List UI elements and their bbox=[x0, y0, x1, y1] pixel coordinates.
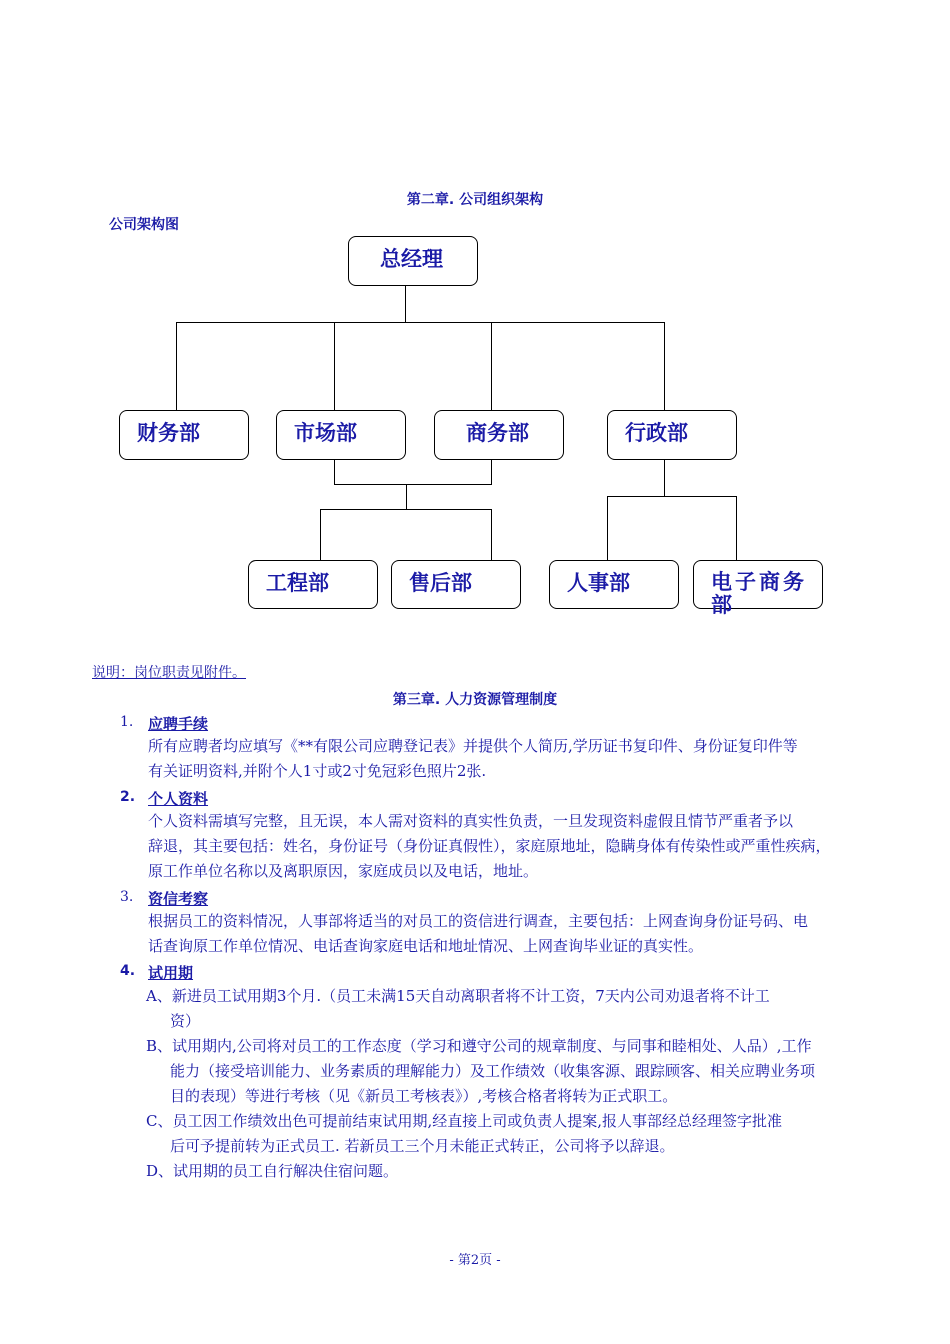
org-node-label: 售后部 bbox=[409, 571, 472, 595]
section-number: 2. bbox=[120, 789, 136, 805]
chapter-3-title: 第三章. 人力资源管理制度 bbox=[392, 692, 558, 708]
org-node-engineering bbox=[248, 560, 378, 609]
org-node-label: 市场部 bbox=[294, 421, 357, 445]
section-number: 1. bbox=[120, 714, 134, 730]
section-heading-personal-info: 个人资料 bbox=[148, 790, 209, 808]
connector-line bbox=[176, 322, 177, 410]
org-node-hr bbox=[549, 560, 679, 609]
org-chart bbox=[0, 0, 950, 640]
body-line: 辞退，其主要包括：姓名，身份证号（身份证真假性），家庭原地址，隐瞒身体有传染性或严重性疾病， bbox=[148, 837, 831, 855]
org-node-finance bbox=[119, 410, 249, 460]
section-body bbox=[148, 809, 831, 884]
note-text: 说明：岗位职责见附件。 bbox=[92, 665, 246, 681]
body-line: 话查询原工作单位情况、电话查询家庭电话和地址情况、上网查询毕业证的真实性。 bbox=[148, 937, 704, 955]
body-line: 有关证明资料,并附个人1寸或2寸免冠彩色照片2张. bbox=[148, 762, 487, 780]
org-node-business bbox=[434, 410, 564, 460]
connector-line bbox=[491, 322, 492, 410]
connector-line bbox=[320, 509, 492, 510]
section-number: 3. bbox=[120, 889, 134, 905]
body-line: 所有应聘者均应填写《**有限公司应聘登记表》并提供个人简历,学历证书复印件、身份证复印件等 bbox=[148, 737, 798, 755]
connector-line bbox=[334, 484, 492, 485]
section-number: 4. bbox=[120, 963, 136, 979]
org-node-label: 总经理 bbox=[380, 247, 443, 271]
body-line: C、员工因工作绩效出色可提前结束试用期,经直接上司或负责人提案,报人事部经总经理签字批准 bbox=[146, 1112, 783, 1130]
org-node-label: 电子商务部 bbox=[711, 570, 807, 617]
connector-line bbox=[320, 509, 321, 560]
connector-line bbox=[491, 509, 492, 560]
body-line: 资） bbox=[170, 1012, 201, 1030]
chapter-2-title: 第二章. 公司组织架构 bbox=[406, 192, 544, 208]
connector-line bbox=[736, 496, 737, 560]
section-heading-credit-check: 资信考察 bbox=[148, 890, 209, 908]
connector-line bbox=[607, 496, 608, 560]
section-heading-probation: 试用期 bbox=[148, 964, 194, 982]
body-line: D、试用期的员工自行解决住宿问题。 bbox=[146, 1162, 399, 1180]
connector-line bbox=[664, 460, 665, 497]
probation-item-d bbox=[146, 1159, 398, 1184]
org-node-label: 工程部 bbox=[266, 571, 329, 595]
org-node-label: 行政部 bbox=[625, 421, 688, 445]
note-link[interactable] bbox=[92, 662, 256, 682]
probation-item-a bbox=[146, 984, 770, 1034]
body-line: 根据员工的资料情况，人事部将适当的对员工的资信进行调查，主要包括：上网查询身份证号码、电 bbox=[148, 912, 809, 930]
body-line: 个人资料需填写完整，且无误，本人需对资料的真实性负责，一旦发现资料虚假且情节严重者予以 bbox=[148, 812, 794, 830]
body-line: 能力（接受培训能力、业务素质的理解能力）及工作绩效（收集客源、跟踪顾客、相关应聘业务项 bbox=[170, 1062, 816, 1080]
org-chart-label: 公司架构图 bbox=[109, 217, 179, 233]
connector-line bbox=[176, 322, 665, 323]
connector-line bbox=[406, 484, 407, 509]
body-line: 目的表现）等进行考核（见《新员工考核表》）,考核合格者将转为正式职工。 bbox=[170, 1087, 678, 1105]
org-node-label: 财务部 bbox=[137, 421, 200, 445]
body-line: B、试用期内,公司将对员工的工作态度（学习和遵守公司的规章制度、与同事和睦相处、人品）,工作 bbox=[146, 1037, 812, 1055]
connector-line bbox=[405, 286, 406, 323]
connector-line bbox=[607, 496, 737, 497]
org-node-general-manager bbox=[348, 236, 478, 286]
body-line: 原工作单位名称以及离职原因，家庭成员以及电话，地址。 bbox=[148, 862, 539, 880]
probation-item-b bbox=[146, 1034, 815, 1109]
org-node-after-sales bbox=[391, 560, 521, 609]
connector-line bbox=[491, 460, 492, 485]
probation-item-c bbox=[146, 1109, 782, 1159]
org-node-label: 人事部 bbox=[567, 571, 630, 595]
connector-line bbox=[334, 322, 335, 410]
org-node-admin bbox=[607, 410, 737, 460]
body-line: A、新进员工试用期3个月.（员工未满15天自动离职者将不计工资，7天内公司劝退者将不计工 bbox=[146, 987, 770, 1005]
org-node-ecommerce bbox=[693, 560, 823, 617]
section-body bbox=[148, 734, 798, 784]
org-node-marketing bbox=[276, 410, 406, 460]
connector-line bbox=[664, 322, 665, 410]
section-body bbox=[148, 909, 808, 959]
body-line: 后可予提前转为正式员工. 若新员工三个月未能正式转正，公司将予以辞退。 bbox=[170, 1137, 675, 1155]
connector-line bbox=[334, 460, 335, 485]
page-number: - 第2页 - bbox=[449, 1253, 501, 1268]
org-node-label: 商务部 bbox=[466, 421, 529, 445]
section-heading-application: 应聘手续 bbox=[148, 715, 209, 733]
